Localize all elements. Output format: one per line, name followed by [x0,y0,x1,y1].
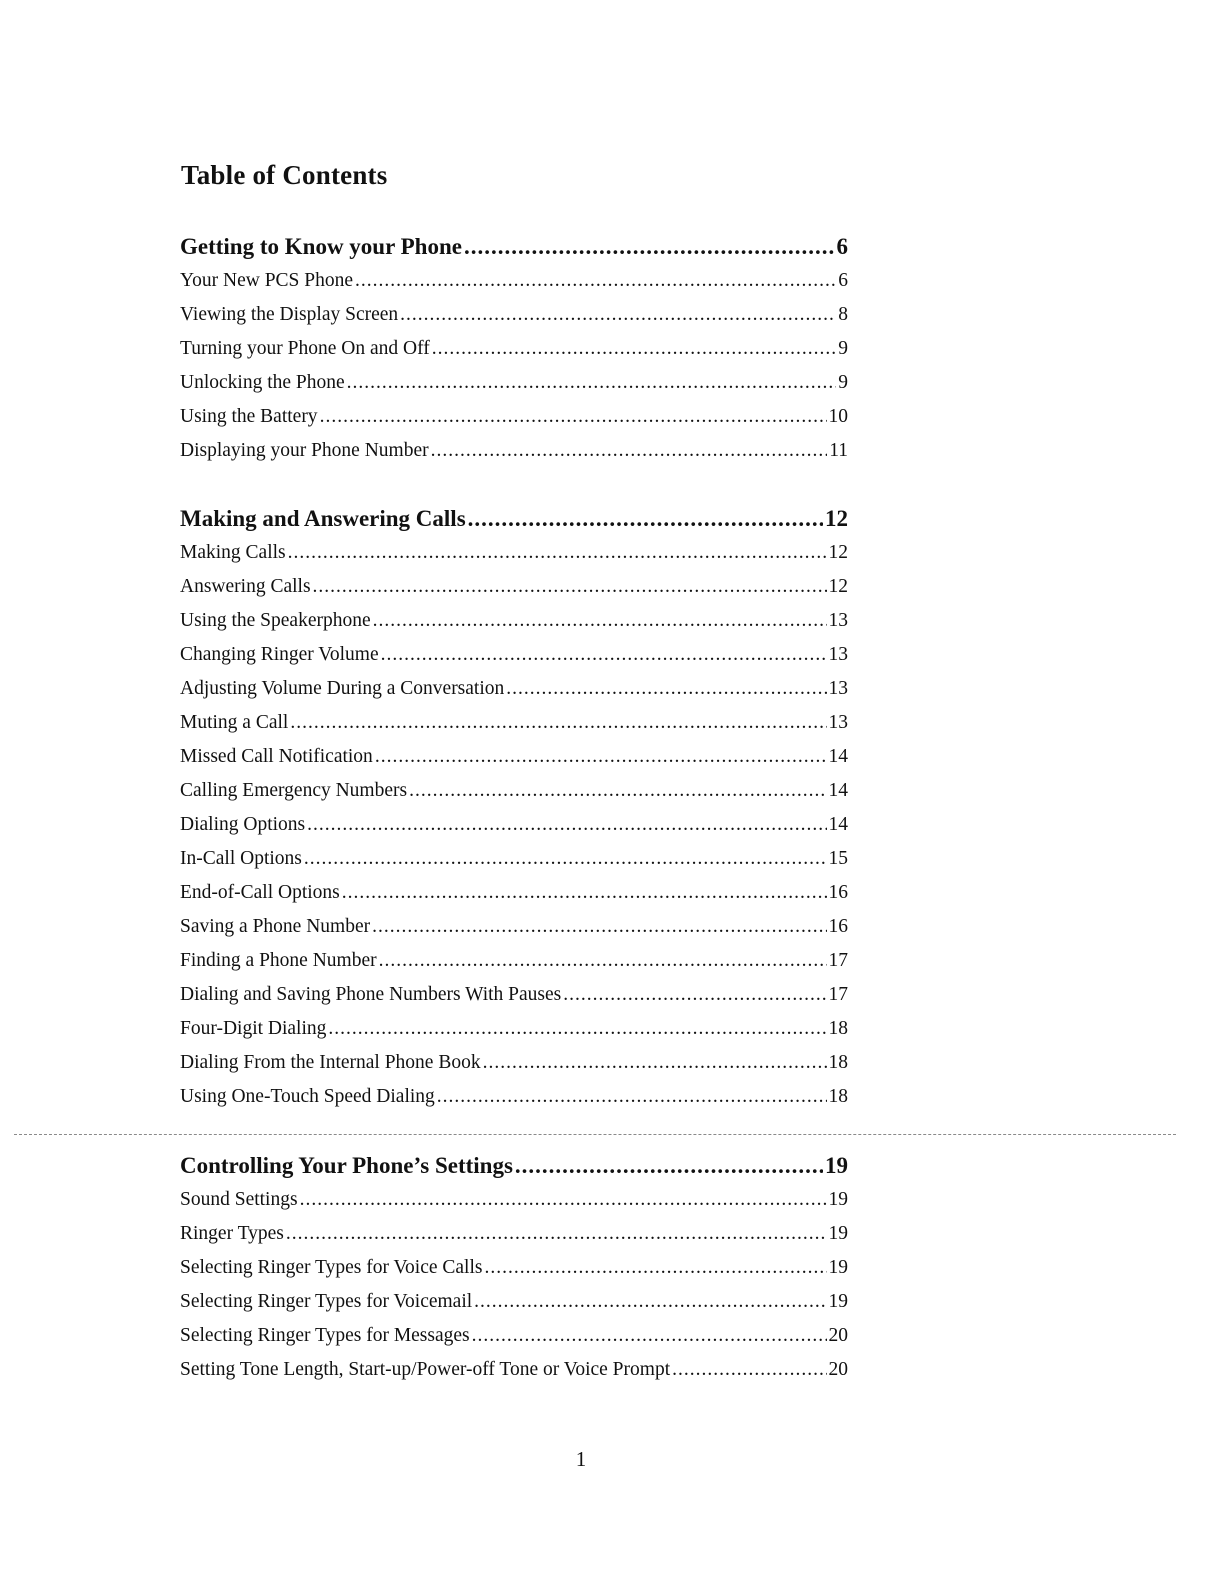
toc-entry[interactable] [180,876,848,910]
section-heading[interactable] [180,502,848,536]
toc-entry-page-number: 11 [829,440,848,461]
toc-entry-label: Unlocking the Phone [180,372,345,393]
toc-entry-page-number: 14 [828,780,848,801]
toc-entry-label: Turning your Phone On and Off [180,338,430,359]
toc-entry-label: Muting a Call [180,712,289,733]
dot-leader [288,536,827,570]
toc-entry[interactable] [180,910,848,944]
toc-entry[interactable] [180,1319,848,1353]
toc-entry-page-number: 20 [828,1325,848,1346]
toc-entry[interactable] [180,400,848,434]
page-title: Table of Contents [181,160,388,190]
section-page-number: 12 [825,506,848,531]
dot-leader [347,366,837,400]
dot-leader [431,434,828,468]
toc-entry-label: Adjusting Volume During a Conversation [180,678,505,699]
toc-entry-label: Changing Ringer Volume [180,644,379,665]
dot-leader [373,604,827,638]
toc-entry[interactable] [180,1251,848,1285]
toc-entry[interactable] [180,1353,848,1387]
toc-entry[interactable] [180,298,848,332]
toc-entry-page-number: 13 [828,644,848,665]
toc-entry[interactable] [180,366,848,400]
toc-entry-page-number: 14 [828,814,848,835]
toc-entry-label: End-of-Call Options [180,882,340,903]
dot-leader [432,332,837,366]
toc-entry[interactable] [180,434,848,468]
toc-entry-label: Missed Call Notification [180,746,373,767]
dot-leader [474,1285,826,1319]
toc-entry-page-number: 13 [828,678,848,699]
toc-entry[interactable] [180,1080,848,1114]
toc-entry-page-number: 19 [828,1291,848,1312]
dot-leader [672,1353,826,1387]
toc-entry-label: Dialing From the Internal Phone Book [180,1052,481,1073]
section-heading[interactable] [180,1149,848,1183]
dot-leader [437,1080,827,1114]
toc-entry-label: Calling Emergency Numbers [180,780,408,801]
toc-entry-page-number: 13 [828,610,848,631]
dot-leader [286,1217,827,1251]
toc-entry[interactable] [180,570,848,604]
toc-entry[interactable] [180,604,848,638]
toc-entry-label: Four-Digit Dialing [180,1018,327,1039]
dot-leader [468,502,823,536]
toc-entry[interactable] [180,1183,848,1217]
toc-entry-label: Answering Calls [180,576,311,597]
dot-leader [328,1012,826,1046]
dot-leader [290,706,826,740]
dot-leader [483,1046,827,1080]
toc-entry-page-number: 14 [828,746,848,767]
toc-entry-page-number: 15 [828,848,848,869]
dot-leader [472,1319,827,1353]
toc-entry-page-number: 19 [828,1189,848,1210]
dot-leader [400,298,836,332]
toc-entry[interactable] [180,706,848,740]
toc-section [180,502,848,1114]
dot-leader [320,400,827,434]
toc-entry-label: Selecting Ringer Types for Voice Calls [180,1257,483,1278]
toc-entry[interactable] [180,842,848,876]
toc-entry-page-number: 12 [828,542,848,563]
toc-entry[interactable] [180,978,848,1012]
page-number: 1 [575,1447,587,1471]
dot-leader [563,978,826,1012]
section-heading[interactable] [180,230,848,264]
toc-entry-page-number: 20 [828,1359,848,1380]
dot-leader [409,774,826,808]
toc-entry-label: Selecting Ringer Types for Messages [180,1325,470,1346]
dot-leader [464,230,835,264]
toc-entry-page-number: 16 [828,882,848,903]
toc-entry[interactable] [180,740,848,774]
section-heading-label: Getting to Know your Phone [180,234,462,259]
section-page-number: 19 [825,1153,848,1178]
toc-entry-page-number: 18 [828,1018,848,1039]
toc-entry[interactable] [180,1217,848,1251]
toc-section [180,230,848,468]
section-heading-label: Making and Answering Calls [180,506,466,531]
toc-entry-label: Setting Tone Length, Start-up/Power-off Tone or Voice Prompt [180,1359,671,1380]
toc-entry[interactable] [180,332,848,366]
toc-entry-page-number: 6 [838,270,848,291]
dot-leader [355,264,836,298]
toc-entry[interactable] [180,1285,848,1319]
toc-entry-label: Selecting Ringer Types for Voicemail [180,1291,473,1312]
toc-entry-label: Sound Settings [180,1189,298,1210]
section-page-number: 6 [836,234,848,259]
dot-leader [307,808,826,842]
section-heading-label: Controlling Your Phone’s Settings [180,1153,513,1178]
toc-entry-page-number: 18 [828,1052,848,1073]
dot-leader [342,876,827,910]
toc-entry[interactable] [180,672,848,706]
toc-entry-page-number: 9 [838,372,848,393]
toc-entry[interactable] [180,536,848,570]
toc-entry-page-number: 10 [828,406,848,427]
dot-leader [304,842,827,876]
toc-entry-label: Ringer Types [180,1223,284,1244]
dot-leader [300,1183,827,1217]
toc-entry[interactable] [180,808,848,842]
toc-entry-page-number: 13 [828,712,848,733]
toc-entry-label: Finding a Phone Number [180,950,377,971]
dot-leader [372,910,826,944]
divider-line [14,1134,1176,1135]
toc-entry[interactable] [180,944,848,978]
toc-section [180,1149,848,1387]
toc-entry-label: Viewing the Display Screen [180,304,399,325]
toc-entry-page-number: 16 [828,916,848,937]
toc-entry[interactable] [180,1046,848,1080]
toc-entry-label: Making Calls [180,542,286,563]
toc-entry-page-number: 18 [828,1086,848,1107]
dot-leader [381,638,827,672]
toc-entry-label: Dialing Options [180,814,306,835]
toc-entry-label: Your New PCS Phone [180,270,354,291]
toc-entry-label: Using the Speakerphone [180,610,371,631]
toc-entry[interactable] [180,1012,848,1046]
toc-entry-label: Dialing and Saving Phone Numbers With Pauses [180,984,562,1005]
dot-leader [379,944,827,978]
toc-entry-page-number: 8 [838,304,848,325]
dot-leader [506,672,826,706]
dot-leader [515,1149,823,1183]
dot-leader [313,570,827,604]
toc-entry-page-number: 19 [828,1223,848,1244]
toc-entry[interactable] [180,774,848,808]
toc-entry-label: In-Call Options [180,848,302,869]
toc-entry[interactable] [180,264,848,298]
toc-entry-page-number: 12 [828,576,848,597]
toc-entry-label: Using One-Touch Speed Dialing [180,1086,435,1107]
toc-entry-label: Displaying your Phone Number [180,440,429,461]
toc-entry[interactable] [180,638,848,672]
dot-leader [375,740,827,774]
dot-leader [484,1251,826,1285]
toc-entry-label: Saving a Phone Number [180,916,371,937]
toc-entry-page-number: 19 [828,1257,848,1278]
toc-entry-page-number: 17 [828,984,848,1005]
toc-entry-label: Using the Battery [180,406,318,427]
toc-entry-page-number: 17 [828,950,848,971]
toc-entry-page-number: 9 [838,338,848,359]
